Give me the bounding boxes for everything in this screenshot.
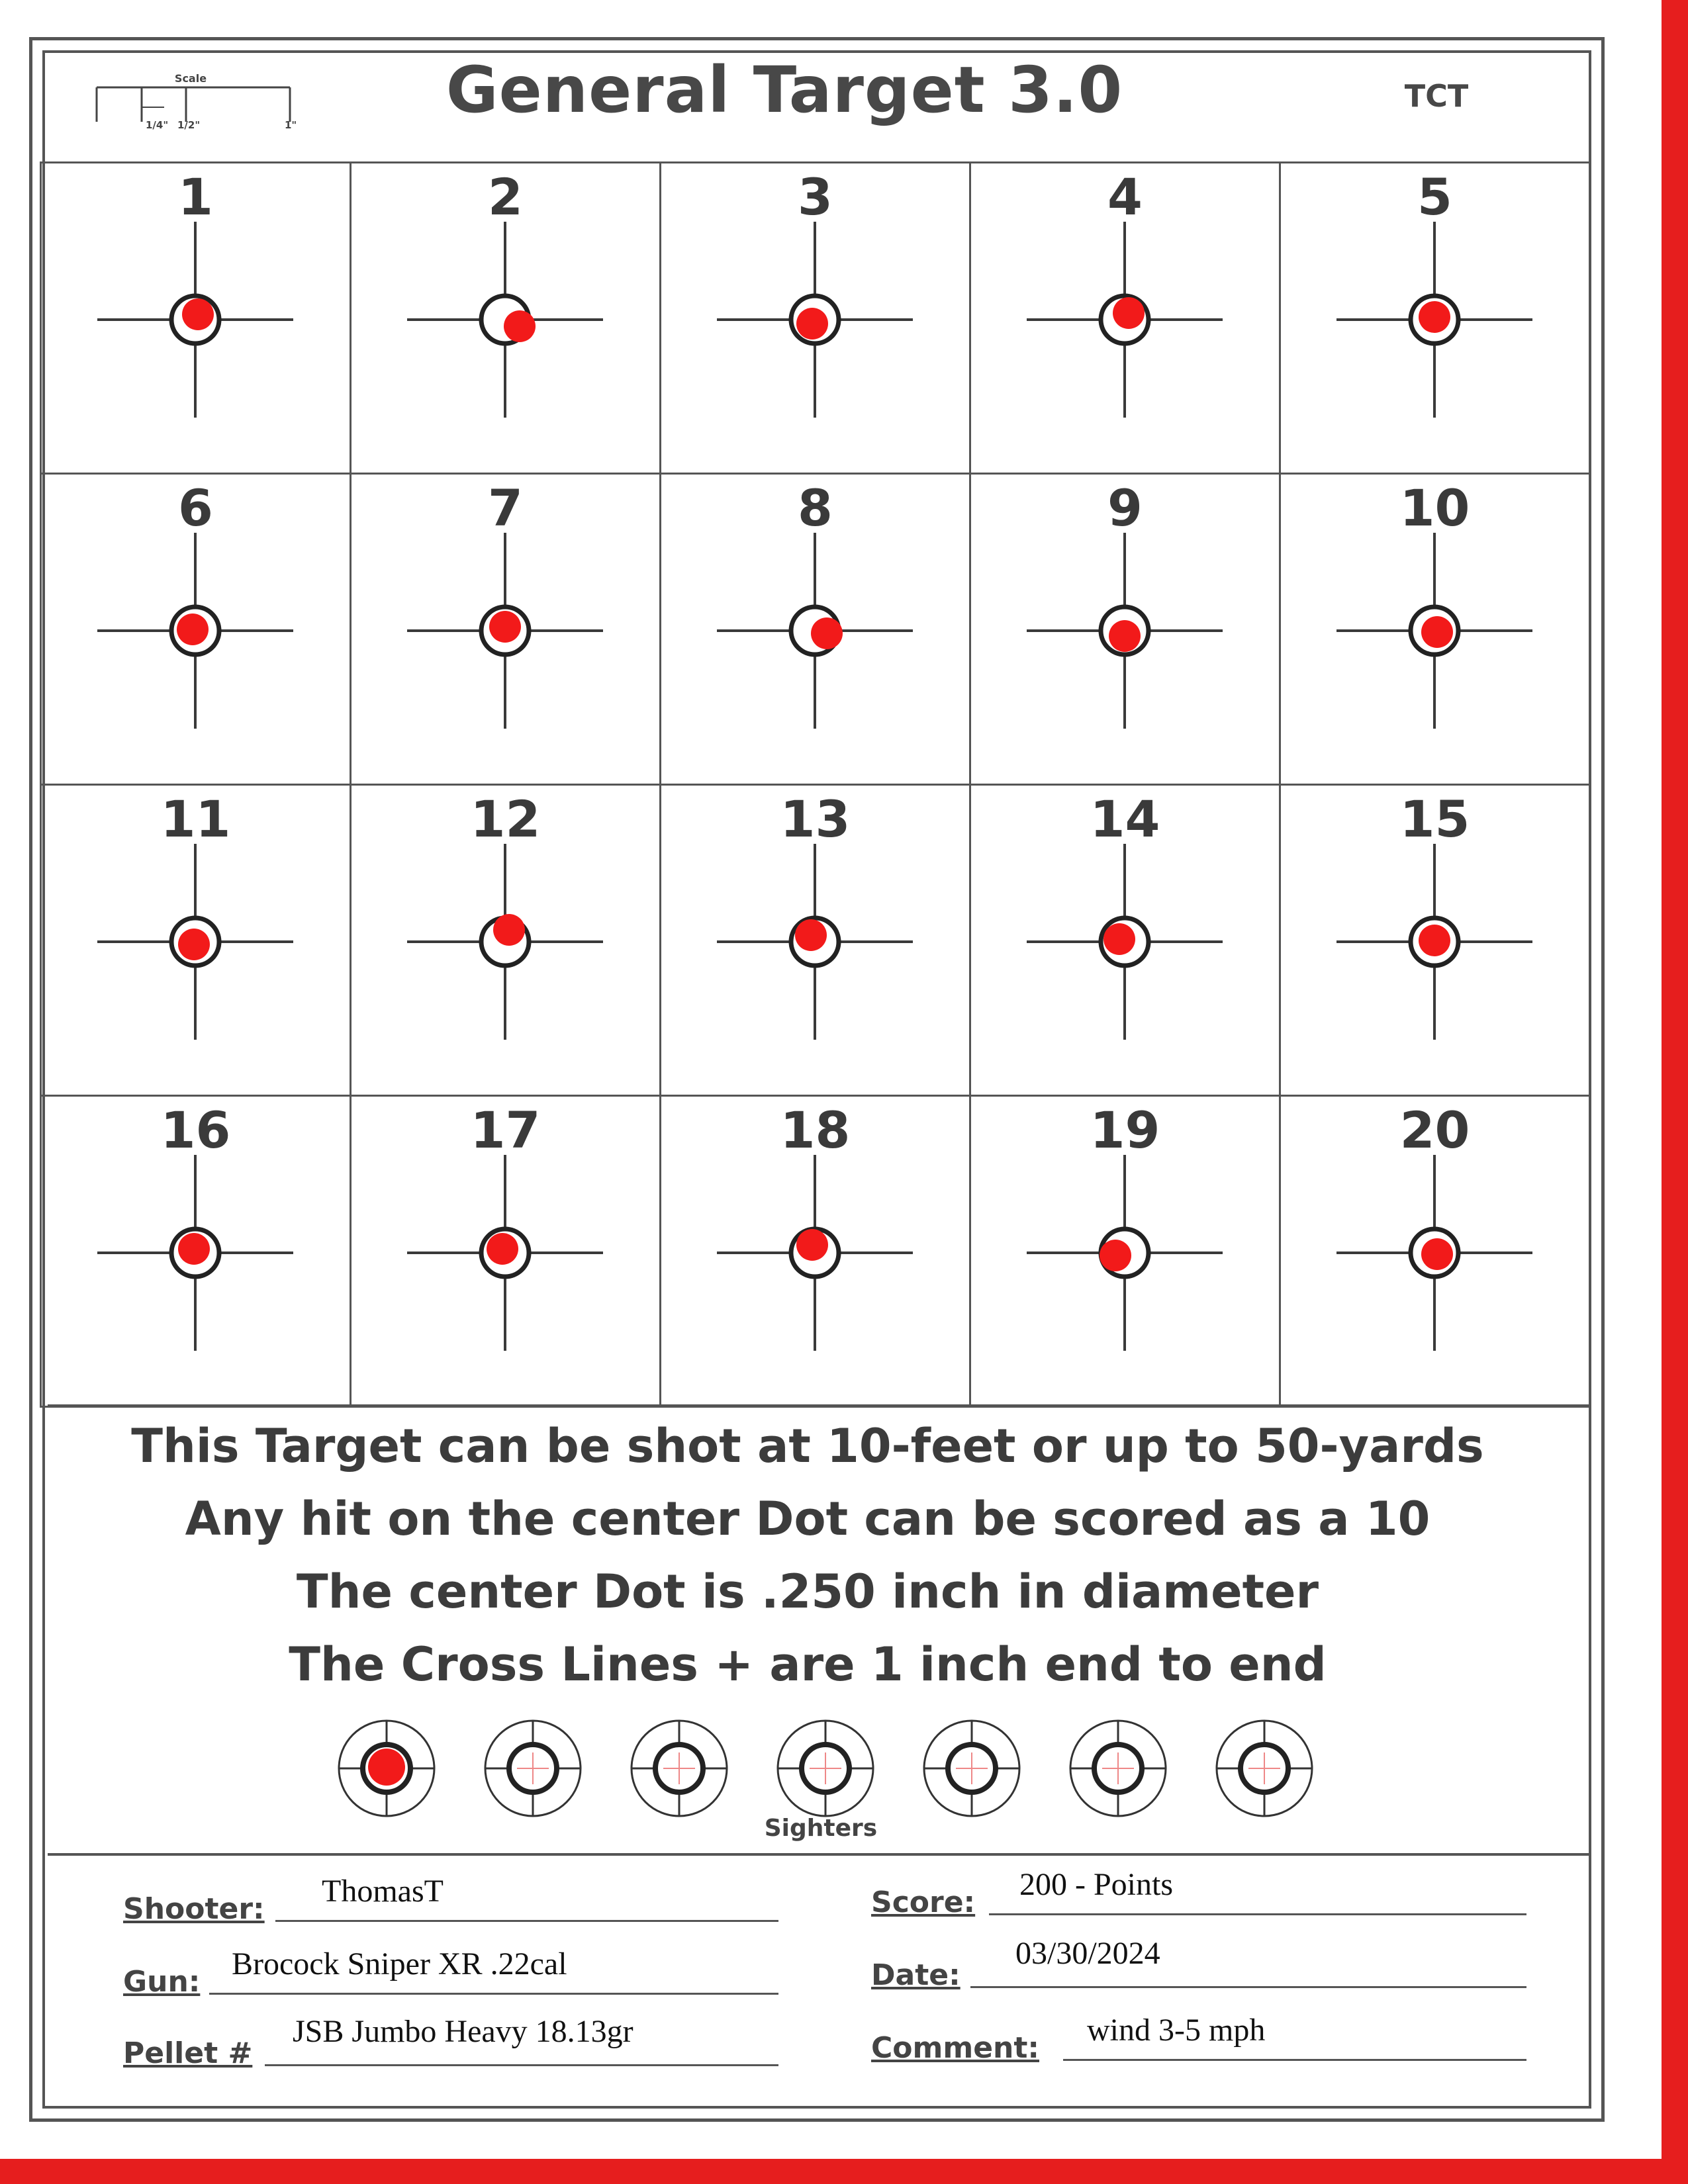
header-tag: TCT: [1404, 78, 1469, 114]
scale-mark-inch: 1": [285, 119, 297, 131]
target-cell-6: [40, 473, 352, 786]
pellet-hit-mark: [796, 308, 828, 340]
target-number: 3: [798, 167, 833, 226]
date-value[interactable]: 03/30/2024: [1015, 1936, 1160, 1971]
target-cell-12: [350, 784, 661, 1097]
target-cell-8: [659, 473, 971, 786]
target-number: 14: [1090, 790, 1160, 848]
target-cell-2: [350, 161, 661, 475]
comment-label: Comment:: [871, 2031, 1040, 2065]
comment-value[interactable]: wind 3-5 mph: [1087, 2013, 1266, 2048]
crosshair-target: [971, 163, 1281, 475]
target-number: 20: [1399, 1101, 1470, 1160]
shooter-field[interactable]: [123, 1873, 778, 1926]
crosshair-target: [661, 475, 971, 786]
pellet-hit-mark: [811, 617, 843, 649]
target-cell-16: [40, 1095, 352, 1408]
pellet-hit-mark: [1103, 923, 1135, 955]
crosshair-target: [352, 1097, 661, 1408]
target-cell-5: [1279, 161, 1591, 475]
score-underline: [989, 1913, 1526, 1915]
crosshair-target: [352, 163, 661, 475]
target-number: 18: [780, 1101, 851, 1160]
comment-underline: [1063, 2059, 1526, 2061]
pellet-hit-mark: [795, 919, 827, 951]
crosshair-target: [1281, 786, 1591, 1097]
pellet-hit-mark: [1419, 301, 1450, 333]
score-value[interactable]: 200 - Points: [1019, 1867, 1174, 1902]
comment-field[interactable]: [871, 2012, 1526, 2065]
sighter-hit-mark: [368, 1749, 405, 1786]
crosshair-target: [971, 1097, 1281, 1408]
pellet-hit-mark: [177, 614, 209, 645]
scale-mark-quarter: 1/4": [146, 119, 169, 131]
gun-label: Gun:: [123, 1965, 201, 1999]
crosshair-target: [352, 786, 661, 1097]
target-number: 15: [1399, 790, 1470, 848]
shooter-value[interactable]: ThomasT: [322, 1874, 444, 1909]
pellet-hit-mark: [493, 914, 525, 946]
target-cell-18: [659, 1095, 971, 1408]
pellet-underline: [265, 2064, 778, 2066]
red-edge-bottom: [0, 2159, 1688, 2184]
crosshair-target: [661, 786, 971, 1097]
target-cell-17: [350, 1095, 661, 1408]
target-cell-13: [659, 784, 971, 1097]
target-number: 17: [470, 1101, 541, 1160]
crosshair-target: [42, 1097, 352, 1408]
crosshair-target: [1281, 475, 1591, 786]
pellet-hit-mark: [178, 1233, 210, 1265]
target-cell-14: [969, 784, 1281, 1097]
pellet-hit-mark: [1109, 620, 1141, 652]
rule-line-1: This Target can be shot at 10-feet or up to 50-yards: [131, 1419, 1484, 1473]
target-cell-10: [1279, 473, 1591, 786]
crosshair-target: [352, 475, 661, 786]
crosshair-target: [1281, 1097, 1591, 1408]
gun-field[interactable]: [123, 1946, 778, 1999]
target-number: 5: [1417, 167, 1452, 226]
rules-divider: [48, 1404, 1591, 1406]
target-number: 13: [780, 790, 851, 848]
pellet-hit-mark: [1421, 1238, 1453, 1270]
target-number: 11: [160, 790, 231, 848]
pellet-hit-mark: [796, 1229, 828, 1261]
target-cell-15: [1279, 784, 1591, 1097]
crosshair-target: [971, 786, 1281, 1097]
pellet-value[interactable]: JSB Jumbo Heavy 18.13gr: [293, 2014, 633, 2049]
pellet-hit-mark: [487, 1233, 518, 1265]
pellet-hit-mark: [1421, 616, 1453, 648]
target-number: 9: [1107, 478, 1143, 537]
target-cell-20: [1279, 1095, 1591, 1408]
score-field[interactable]: [871, 1866, 1526, 1919]
target-number: 12: [470, 790, 541, 848]
crosshair-target: [1281, 163, 1591, 475]
pellet-label: Pellet #: [123, 2036, 253, 2070]
target-number: 19: [1090, 1101, 1160, 1160]
target-number: 4: [1107, 167, 1143, 226]
gun-underline: [209, 1993, 778, 1995]
pellet-field[interactable]: [123, 2014, 778, 2070]
pellet-hit-mark: [1419, 925, 1450, 956]
target-cell-11: [40, 784, 352, 1097]
crosshair-target: [42, 163, 352, 475]
target-number: 16: [160, 1101, 231, 1160]
target-number: 2: [488, 167, 523, 226]
rule-line-4: The Cross Lines + are 1 inch end to end: [289, 1637, 1327, 1692]
target-number: 8: [798, 478, 833, 537]
date-field[interactable]: [871, 1936, 1526, 1992]
scale-label: Scale: [174, 72, 207, 85]
crosshair-target: [661, 163, 971, 475]
crosshair-target: [661, 1097, 971, 1408]
pellet-hit-mark: [178, 929, 210, 960]
pellet-hit-mark: [1100, 1240, 1131, 1271]
target-cell-9: [969, 473, 1281, 786]
pellet-hit-mark: [182, 298, 214, 330]
gun-value[interactable]: Brocock Sniper XR .22cal: [232, 1946, 567, 1981]
score-label: Score:: [871, 1886, 976, 1919]
target-number: 7: [488, 478, 523, 537]
target-number: 10: [1399, 478, 1470, 537]
target-grid: [40, 161, 1589, 1406]
rule-line-3: The center Dot is .250 inch in diameter: [296, 1565, 1319, 1619]
sighters-label: Sighters: [764, 1815, 878, 1842]
scale-mark-half: 1/2": [177, 119, 201, 131]
rule-line-2: Any hit on the center Dot can be scored as a 10: [185, 1492, 1430, 1546]
red-edge-right: [1662, 0, 1688, 2184]
shooter-label: Shooter:: [123, 1892, 265, 1926]
shooter-underline: [275, 1920, 778, 1922]
target-number: 1: [178, 167, 213, 226]
target-cell-4: [969, 161, 1281, 475]
target-cell-3: [659, 161, 971, 475]
pellet-hit-mark: [504, 310, 536, 342]
target-number: 6: [178, 478, 213, 537]
form-divider: [48, 1853, 1591, 1856]
pellet-hit-mark: [489, 611, 521, 643]
scale-ruler: [91, 71, 303, 138]
target-cell-1: [40, 161, 352, 475]
target-cell-19: [969, 1095, 1281, 1408]
pellet-hit-mark: [1113, 297, 1145, 329]
crosshair-target: [42, 475, 352, 786]
crosshair-target: [971, 475, 1281, 786]
target-cell-7: [350, 473, 661, 786]
rules-text: [60, 1410, 1556, 1701]
crosshair-target: [42, 786, 352, 1097]
date-underline: [970, 1986, 1526, 1988]
page-title: General Target 3.0: [445, 53, 1123, 127]
date-label: Date:: [871, 1958, 961, 1992]
